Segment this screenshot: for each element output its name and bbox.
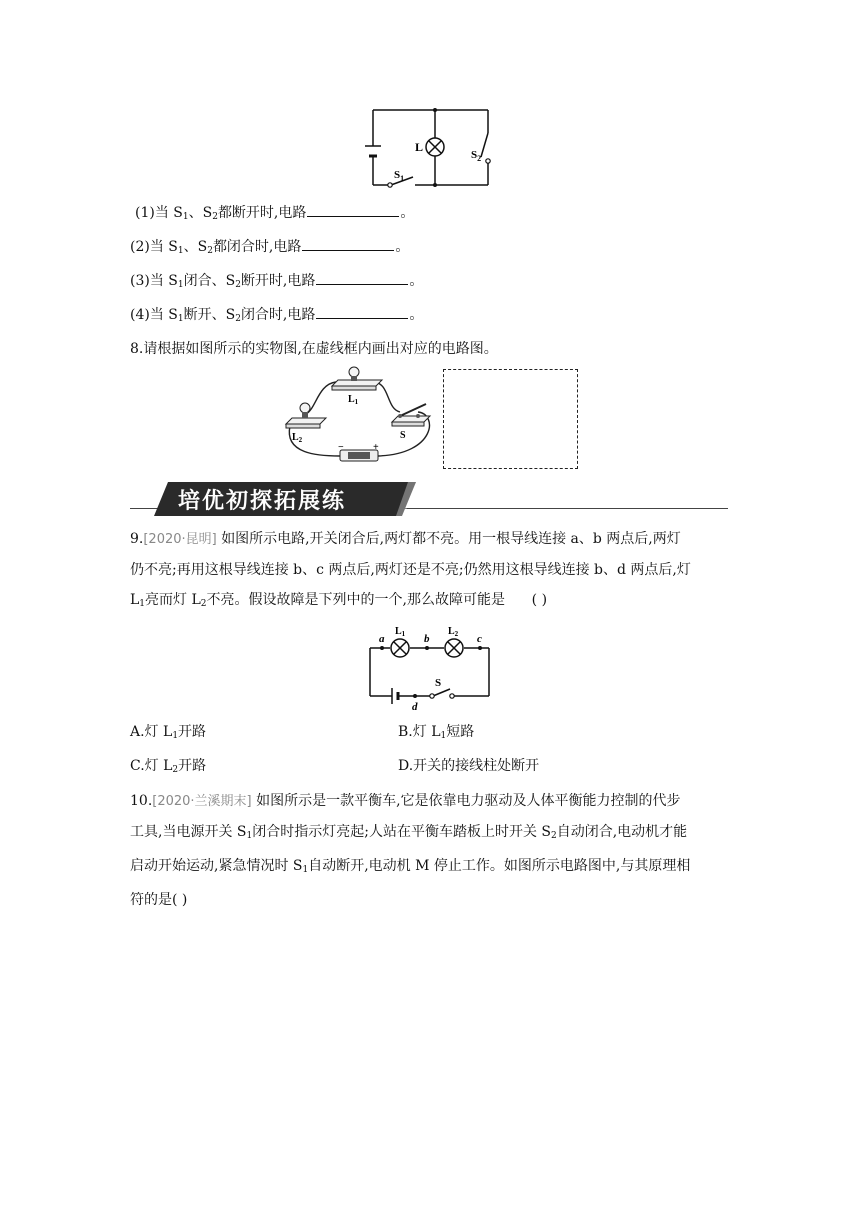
q7-item-4: (4)当 $S_1$断开、$S_2$闭合时,电路 。	[130, 307, 424, 324]
q9-option-c[interactable]: C.灯 $L_2$开路	[130, 758, 207, 775]
q7-lamp-label: L	[415, 140, 424, 154]
q7-item-1: (1)当 $S_1$、$S_2$都断开时,电路 。	[135, 205, 415, 222]
answer-blank[interactable]	[316, 306, 408, 319]
q9-question: 9.[2020·昆明] 如图所示电路,开关闭合后,两灯都不亮。用一根导线连接 a、b 两点后,两灯 仍不亮;再用这根导线连接 b、c 两点后,两灯还是不亮;仍然用这根导线连接 b、d 两点后,灯 $L_1$亮而灯 $L_2$不亮。假设故障是下列中的一个,那么故障可能是 ( )	[130, 531, 691, 609]
svg-text:S1: $S_1$	[394, 169, 405, 183]
q9-source-tag: [2020·昆明]	[143, 532, 217, 547]
q7-s2-label: S	[471, 149, 478, 161]
q9-option-b[interactable]: B.灯 $L_1$短路	[398, 724, 475, 741]
q8-question-text: 8.请根据如图所示的实物图,在虚线框内画出对应的电路图。	[130, 341, 498, 357]
svg-text:+: +	[373, 442, 379, 453]
q9-answer-paren[interactable]: ( )	[531, 592, 548, 608]
svg-text:L2: $L_2$	[292, 432, 303, 444]
q7-item-2: (2)当 $S_1$、$S_2$都闭合时,电路 。	[130, 239, 410, 256]
q9-option-d[interactable]: D.开关的接线柱处断开	[398, 758, 540, 774]
svg-text:L1: $L_1$	[395, 626, 406, 638]
answer-blank[interactable]	[307, 204, 399, 217]
svg-text:L1: $L_1$	[348, 394, 359, 406]
svg-text:b: b	[424, 633, 430, 645]
svg-text:d: d	[412, 701, 418, 710]
q8-answer-box[interactable]	[443, 369, 578, 469]
q7-circuit-diagram	[355, 105, 505, 190]
q8-lamp-l1-icon	[332, 367, 382, 390]
q9-option-a[interactable]: A.灯 $L_1$开路	[130, 724, 207, 741]
svg-text:a: a	[379, 633, 385, 645]
q7-s1-label: S	[394, 169, 401, 181]
svg-text:S2: $S_2$	[471, 149, 482, 163]
svg-text:c: c	[477, 633, 482, 645]
svg-text:−: −	[338, 442, 344, 453]
answer-blank[interactable]	[302, 238, 394, 251]
q10-answer-line[interactable]: 符的是( )	[130, 892, 188, 908]
q8-physical-circuit-picture	[278, 364, 438, 466]
section-banner-title: 培优初探拓展练	[178, 489, 347, 514]
q8-lamp-l2-icon	[286, 403, 326, 428]
answer-blank[interactable]	[316, 272, 408, 285]
q7-item-3: (3)当 $S_1$闭合、$S_2$断开时,电路 。	[130, 273, 424, 290]
svg-text:L2: $L_2$	[448, 626, 459, 638]
q10-source-tag: [2020·兰溪期末]	[152, 794, 252, 809]
svg-text:S: S	[435, 677, 442, 689]
q10-question: 10.[2020·兰溪期末] 如图所示是一款平衡车,它是依靠电力驱动及人体平衡能力控制的代步 工具,当电源开关 $S_1$闭合时指示灯亮起;人站在平衡车踏板上时开关 $S_2$自动闭合,电动机才能 启动开始运动,紧急情况时 $S_1$自动断开,电动机 M 停止工作。如图所示电路图中,与其原理相 符的是( )	[130, 786, 730, 915]
q9-circuit-diagram	[362, 618, 497, 710]
svg-text:S: S	[400, 430, 406, 441]
